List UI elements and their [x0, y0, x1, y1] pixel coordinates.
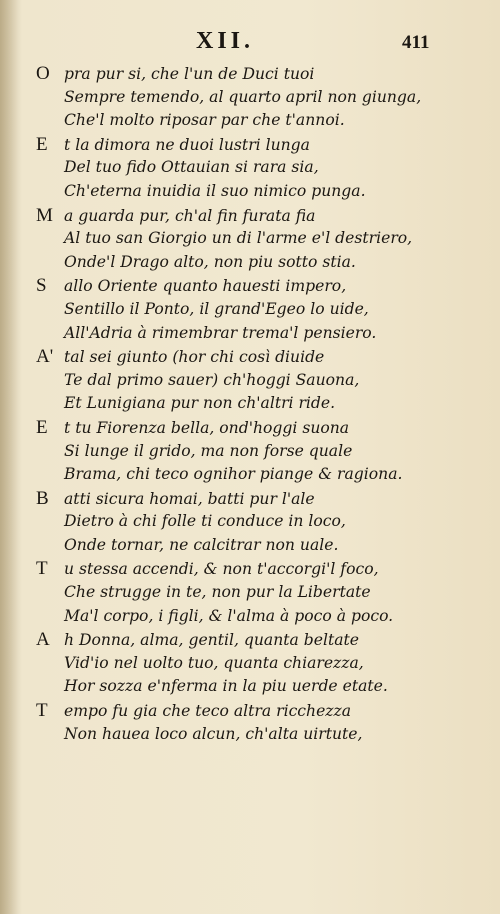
verse-text: atti sicura homai, batti pur l'ale: [64, 489, 315, 508]
running-head: XII.: [196, 28, 255, 54]
stanza-initial: A: [36, 629, 50, 651]
stanza-initial: M: [36, 204, 53, 226]
stanza-initial: B: [36, 487, 49, 509]
verse-line: Sentillo il Ponto, il grand'Egeo lo uide,: [64, 299, 369, 318]
verse-text: u stessa accendi, & non t'accorgi'l foco,: [64, 560, 379, 579]
gutter-shadow: [0, 0, 22, 914]
verse-text: pra pur si, che l'un de Duci tuoi: [64, 65, 315, 83]
verse-line: Te dal primo sauer) ch'hoggi Sauona,: [64, 370, 360, 389]
verse-text: allo Oriente quanto hauesti impero,: [64, 277, 347, 296]
stanza-initial: T: [36, 700, 48, 722]
verse-line: [36, 62, 446, 86]
verse-text: empo fu gia che teco altra ricchezza: [64, 702, 352, 721]
tercet: [36, 557, 446, 628]
verse-line: Brama, chi teco ognihor piange & ragiona.: [64, 465, 403, 484]
tercet: [36, 699, 446, 746]
verse-line: Che'l molto riposar par che t'annoi.: [64, 111, 345, 130]
verse-line: [36, 628, 446, 652]
stanza-initial: S: [36, 275, 47, 297]
verse-text: h Donna, alma, gentil, quanta beltate: [64, 631, 360, 650]
stanza-initial: A': [36, 346, 54, 368]
tercet: [36, 133, 446, 204]
verse-text: tal sei giunto (hor chi così diuide: [64, 348, 325, 367]
stanza-initial: E: [36, 133, 48, 155]
tercet: [36, 204, 446, 275]
tercet: [36, 487, 446, 558]
verse-line: [36, 416, 446, 440]
stanza-initial: T: [36, 558, 48, 580]
verse-line: All'Adria à rimembrar trema'l pensiero.: [64, 323, 377, 342]
verse-line: Sempre temendo, al quarto april non giunga,: [64, 87, 422, 106]
verse-line: Del tuo fido Ottauian si rara sia,: [64, 158, 319, 177]
page-header: [0, 26, 500, 56]
verse-text: t tu Fiorenza bella, ond'hoggi suona: [64, 418, 350, 437]
verse-line: Al tuo san Giorgio un di l'arme e'l destriero,: [64, 229, 413, 248]
verse-line: Vid'io nel uolto tuo, quanta chiarezza,: [64, 653, 364, 672]
verse-line: Si lunge il grido, ma non forse quale: [64, 441, 353, 460]
tercet: [36, 628, 446, 699]
poem-text: [36, 62, 446, 746]
verse-line: [36, 345, 446, 369]
tercet: [36, 274, 446, 345]
stanza-initial: E: [36, 416, 48, 438]
page-number: 411: [402, 32, 430, 53]
verse-line: [36, 699, 446, 723]
tercet: [36, 416, 446, 487]
verse-line: Che strugge in te, non pur la Libertate: [64, 583, 371, 602]
tercet: [36, 62, 446, 133]
verse-line: Onde'l Drago alto, non piu sotto stia.: [64, 252, 356, 271]
verse-line: Ch'eterna inuidia il suo nimico punga.: [64, 181, 366, 200]
verse-line: [36, 487, 446, 511]
verse-line: Ma'l corpo, i figli, & l'alma à poco à poco.: [64, 606, 394, 625]
verse-text: t la dimora ne duoi lustri lunga: [64, 135, 310, 154]
verse-line: [36, 274, 446, 298]
verse-line: Dietro à chi folle ti conduce in loco,: [64, 512, 346, 531]
verse-line: [36, 557, 446, 581]
tercet: [36, 345, 446, 416]
verse-line: Non hauea loco alcun, ch'alta uirtute,: [64, 724, 363, 743]
verse-text: a guarda pur, ch'al fin furata fia: [64, 206, 316, 225]
stanza-initial: O: [36, 63, 50, 84]
verse-line: Hor sozza e'nferma in la piu uerde etate.: [64, 677, 388, 696]
verse-line: Onde tornar, ne calcitrar non uale.: [64, 535, 339, 554]
verse-line: [36, 133, 446, 157]
verse-line: Et Lunigiana pur non ch'altri ride.: [64, 394, 336, 413]
verse-line: [36, 204, 446, 228]
